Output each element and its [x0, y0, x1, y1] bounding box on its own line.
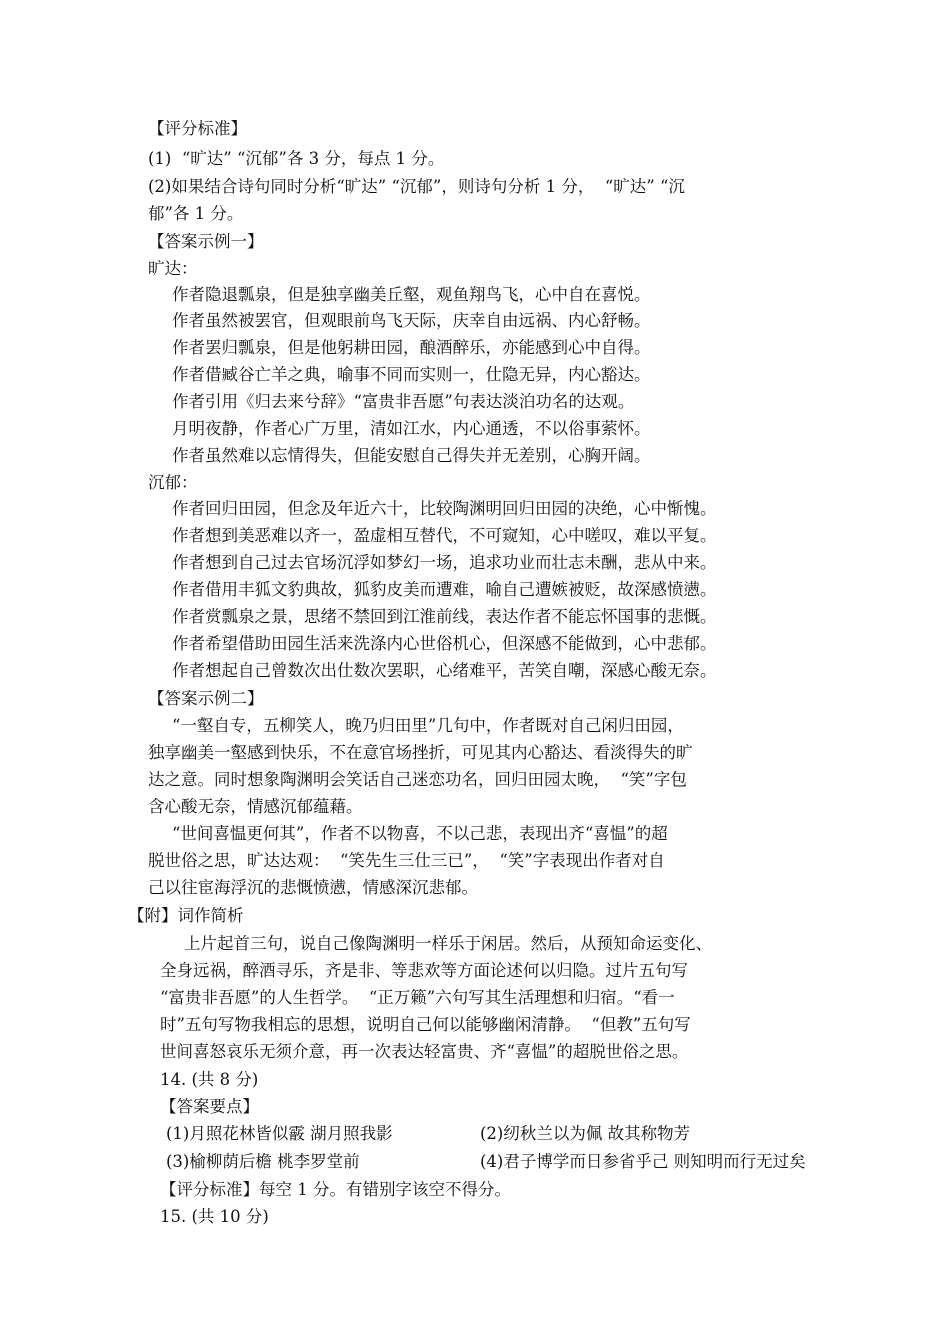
example-two-heading: 【答案示例二】 [148, 689, 264, 708]
kuangda-line: 月明夜静，作者心广万里，清如江水，内心通透，不以俗事萦怀。 [172, 419, 651, 438]
appendix-heading: 【附】词作简析 [128, 906, 244, 925]
kuangda-line: 作者引用《归去来兮辞》“富贵非吾愿”句表达淡泊功名的达观。 [172, 392, 635, 411]
chenyu-line: 作者借用丰狐文豹典故，狐豹皮美而遭难，喻自己遭嫉被贬，故深感愤懑。 [172, 580, 717, 599]
kuangda-line: 作者隐退瓢泉，但是独享幽美丘壑，观鱼翔鸟飞，心中自在喜悦。 [172, 285, 651, 304]
appendix-para: “富贵非吾愿”的人生哲学。 “正万籁”六句写其生活理想和归宿。“看一 [160, 988, 675, 1007]
scoring-item-2-cont: 郁”各 1 分。 [148, 204, 244, 223]
example-two-para1: 含心酸无奈，情感沉郁蕴藉。 [148, 797, 363, 816]
chenyu-line: 作者想到美恶难以齐一，盈虚相互替代，不可窥知，心中嗟叹，难以平复。 [172, 526, 717, 545]
example-two-para1: 达之意。同时想象陶渊明会笑话自己迷恋功名，回归田园太晚， “笑”字包 [148, 770, 687, 789]
scoring-rule: 【评分标准】每空 1 分。有错别字该空不得分。 [160, 1180, 511, 1199]
scoring-heading: 【评分标准】 [148, 119, 247, 138]
chenyu-line: 作者想到自己过去官场沉浮如梦幻一场，追求功业而壮志未酬，悲从中来。 [172, 553, 717, 572]
example-two-para2: 脱世俗之思，旷达达观： “笑先生三仕三已”， “笑”字表现出作者对自 [148, 851, 665, 870]
kuangda-line: 作者虽然难以忘情得失，但能安慰自己得失并无差别，心胸开阔。 [172, 446, 651, 465]
answer-points-heading: 【答案要点】 [160, 1097, 259, 1116]
kuangda-line: 作者借臧谷亡羊之典，喻事不同而实则一，仕隐无异，内心豁达。 [172, 365, 651, 384]
answer-blank-4: (4)君子博学而日参省乎己 则知明而行无过矣 [480, 1152, 806, 1171]
example-two-para1: “一壑自专，五柳笑人，晚乃归田里”几句中，作者既对自己闲归田园， [172, 716, 684, 735]
answer-blank-1: (1)月照花林皆似霰 湖月照我影 [166, 1124, 393, 1143]
example-two-para1: 独享幽美一壑感到快乐，不在意官场挫折，可见其内心豁达、看淡得失的旷 [148, 743, 693, 762]
chenyu-line: 作者回归田园，但念及年近六十，比较陶渊明回归田园的决绝，心中惭愧。 [172, 499, 717, 518]
question-15-heading: 15. (共 10 分) [160, 1207, 269, 1226]
example-two-para2: 己以往宦海浮沉的悲慨愤懑，情感深沉悲郁。 [148, 878, 478, 897]
scoring-item-2: (2)如果结合诗句同时分析“旷达” “沉郁”，则诗句分析 1 分， “旷达” “沉 [148, 177, 685, 196]
appendix-para: 时”五句写物我相忘的思想，说明自己何以能够幽闲清静。 “但教”五句写 [160, 1015, 691, 1034]
appendix-para: 上片起首三句，说自己像陶渊明一样乐于闲居。然后，从预知命运变化、 [184, 934, 712, 953]
answer-blank-2: (2)纫秋兰以为佩 故其称物芳 [480, 1124, 691, 1143]
appendix-para: 全身远祸，醉酒寻乐，齐是非、等悲欢等方面论述何以归隐。过片五句写 [160, 961, 688, 980]
answer-blank-3: (3)榆柳荫后檐 桃李罗堂前 [166, 1152, 360, 1171]
example-one-heading: 【答案示例一】 [148, 232, 264, 251]
appendix-para: 世间喜怒哀乐无须介意，再一次表达轻富贵、齐“喜愠”的超脱世俗之思。 [160, 1042, 689, 1061]
chenyu-line: 作者希望借助田园生活来洗涤内心世俗机心，但深感不能做到，心中悲郁。 [172, 634, 717, 653]
chenyu-line: 作者想起自己曾数次出仕数次罢职，心绪难平，苦笑自嘲，深感心酸无奈。 [172, 661, 717, 680]
chenyu-line: 作者赏瓢泉之景，思绪不禁回到江淮前线，表达作者不能忘怀国事的悲慨。 [172, 607, 717, 626]
kuangda-line: 作者虽然被罢官，但观眼前鸟飞天际，庆幸自由远祸、内心舒畅。 [172, 311, 651, 330]
kuangda-label: 旷达： [148, 259, 198, 278]
chenyu-label: 沉郁： [148, 473, 198, 492]
question-14-heading: 14. (共 8 分) [160, 1070, 259, 1089]
kuangda-line: 作者罢归瓢泉，但是他躬耕田园，酿酒醉乐，亦能感到心中自得。 [172, 338, 651, 357]
scoring-item-1: (1) “旷达” “沉郁”各 3 分，每点 1 分。 [148, 149, 445, 168]
example-two-para2: “世间喜愠更何其”，作者不以物喜，不以己悲，表现出齐“喜愠”的超 [172, 824, 668, 843]
